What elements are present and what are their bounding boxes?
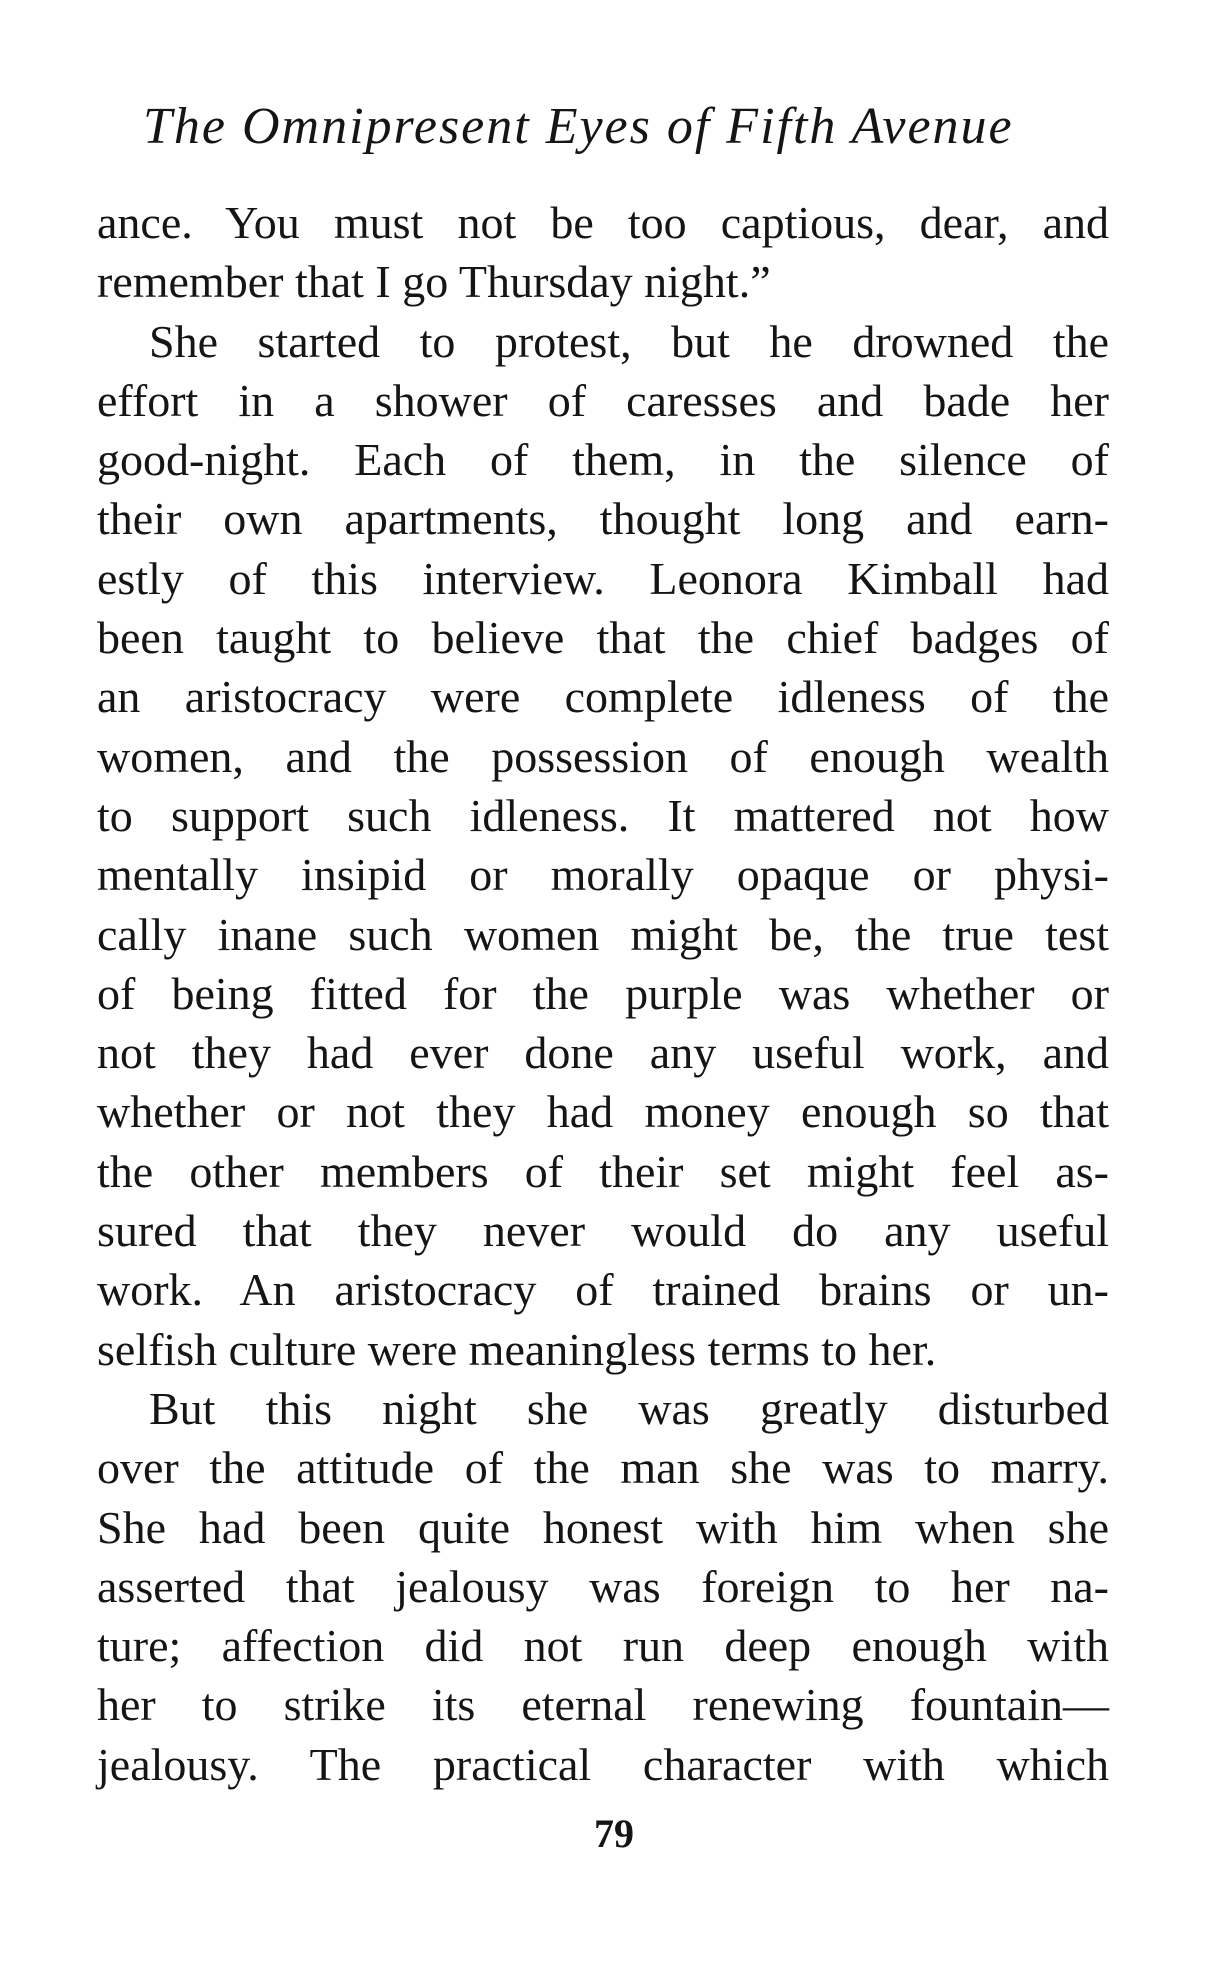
page-number: 79 [594, 1811, 634, 1856]
body-text [97, 193, 1109, 1794]
text-line: her to strike its eternal renewing fountain— [97, 1679, 1109, 1731]
text-line: remember that I go Thursday night.” [97, 256, 771, 308]
text-line: mentally insipid or morally opaque or physi- [97, 849, 1109, 901]
text-line: the other members of their set might feel as- [97, 1145, 1109, 1197]
text-line: She had been quite honest with him when she [97, 1501, 1109, 1553]
running-head: The Omnipresent Eyes of Fifth Avenue [143, 98, 1014, 155]
text-line: ture; affection did not run deep enough with [97, 1620, 1109, 1672]
text-line: sured that they never would do any useful [97, 1205, 1109, 1257]
text-line: an aristocracy were complete idleness of the [97, 671, 1109, 723]
text-line: But this night she was greatly disturbed [149, 1382, 1109, 1434]
text-line: their own apartments, thought long and earn- [97, 493, 1109, 545]
text-line: asserted that jealousy was foreign to her na- [97, 1560, 1109, 1612]
text-line: ance. You must not be too captious, dear, and [97, 197, 1109, 248]
text-line: been taught to believe that the chief badges of [97, 612, 1109, 664]
text-line: over the attitude of the man she was to marry. [97, 1442, 1109, 1494]
text-line: of being fitted for the purple was whether or [97, 967, 1109, 1019]
text-line: not they had ever done any useful work, and [97, 1027, 1109, 1079]
text-line: jealousy. The practical character with which [97, 1738, 1109, 1790]
text-line: She started to protest, but he drowned the [149, 315, 1109, 367]
text-line: good-night. Each of them, in the silence of [97, 434, 1109, 486]
text-line: cally inane such women might be, the true test [97, 908, 1109, 960]
text-line: to support such idleness. It mattered not how [97, 789, 1109, 841]
text-line: effort in a shower of caresses and bade her [97, 374, 1109, 426]
text-line: selfish culture were meaningless terms to her. [97, 1323, 937, 1375]
text-line: work. An aristocracy of trained brains or un- [97, 1264, 1109, 1316]
text-line: estly of this interview. Leonora Kimball had [97, 552, 1109, 604]
text-line: women, and the possession of enough wealth [97, 730, 1109, 782]
text-line: whether or not they had money enough so that [97, 1086, 1109, 1138]
